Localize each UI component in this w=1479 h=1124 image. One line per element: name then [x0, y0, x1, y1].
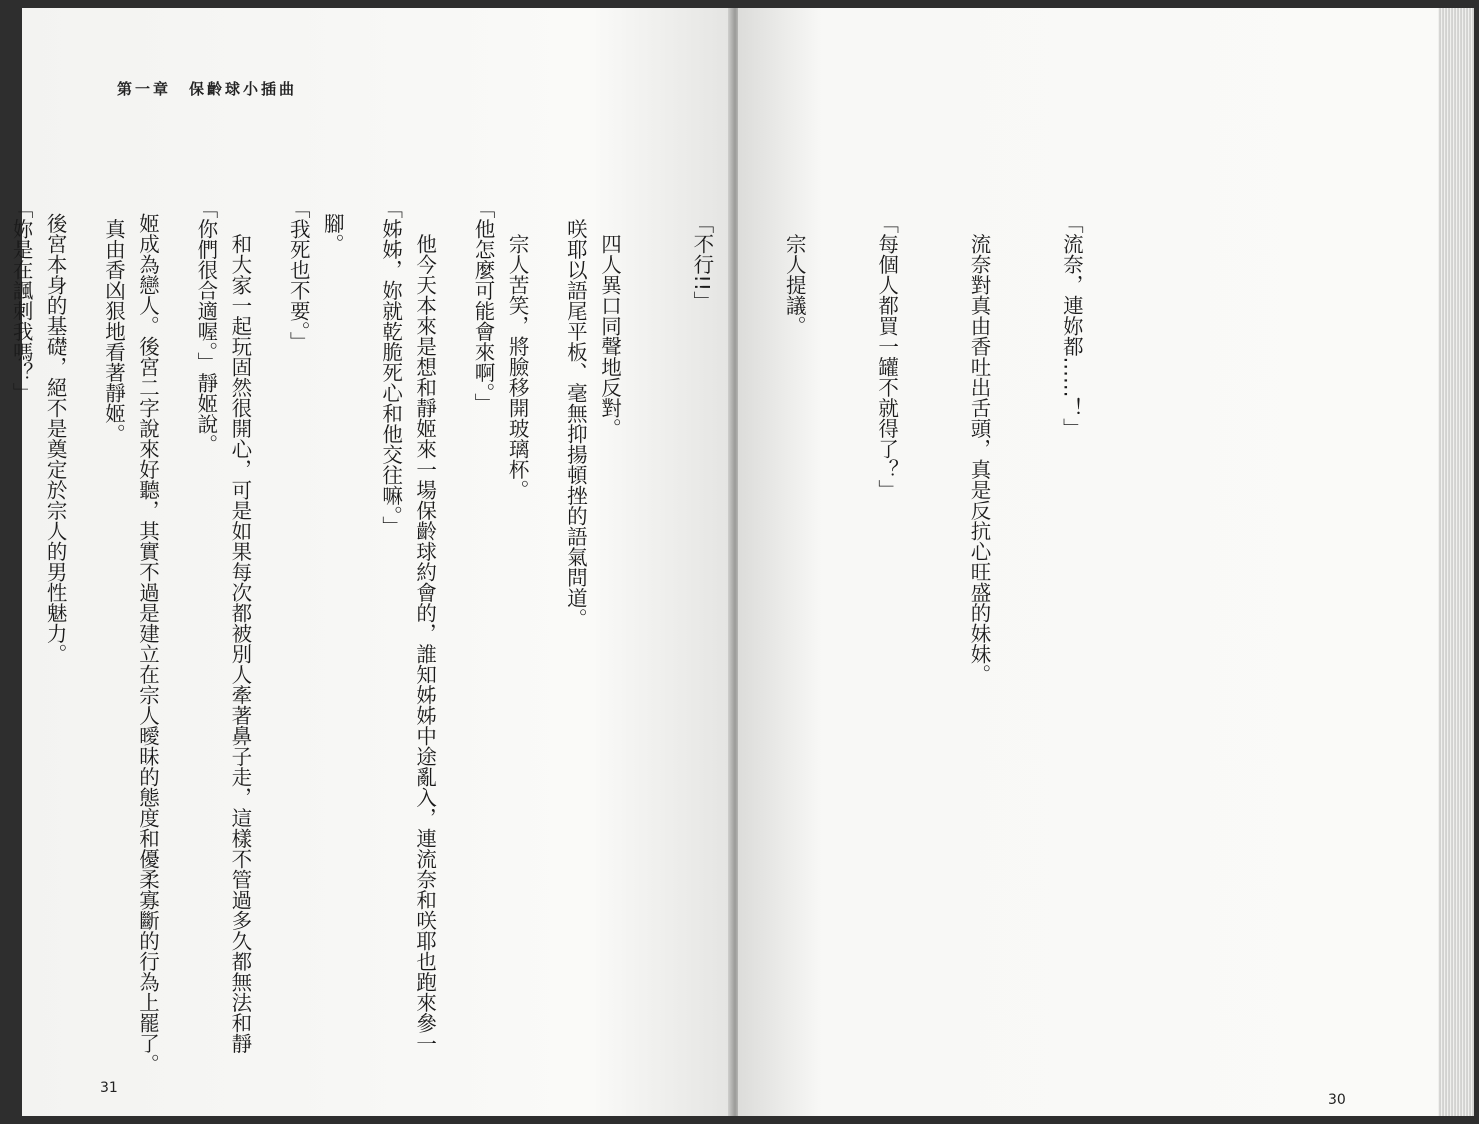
- text-line: 「他怎麼可能會來啊。」: [471, 198, 496, 414]
- text-line: 四人異口同聲地反對。: [597, 213, 622, 439]
- running-head: 第一章 保齡球小插曲: [117, 80, 298, 98]
- text-line: 宗人苦笑，將臉移開玻璃杯。: [505, 213, 530, 500]
- text-line: 腳。: [320, 213, 345, 254]
- text-line: 咲耶以語尾平板、毫無抑揚頓挫的語氣問道。: [563, 198, 588, 629]
- page-edges: [1438, 8, 1474, 1116]
- text-line: 「流奈，連妳都……！」: [1059, 213, 1084, 439]
- text-line: 姬成為戀人。後宮二字說來好聽，其實不過是建立在宗人曖昧的態度和優柔寡斷的行為上罷了。: [135, 213, 160, 1074]
- text-line: 「姊姊，妳就乾脆死心和他交往嘛。」: [378, 198, 403, 537]
- text-line: 「你們很合適喔。」靜姬說。: [193, 198, 218, 455]
- text-line: 後宮本身的基礎，絕不是奠定於宗人的男性魅力。: [43, 213, 68, 664]
- text-line: 真由香凶狠地看著靜姬。: [101, 198, 126, 444]
- right-page-text: [0, 213, 1148, 1093]
- text-line: 「不行!!」: [689, 213, 714, 312]
- text-line: 「每個人都買一罐不就得了？」: [874, 213, 899, 500]
- page-number: 31: [100, 1080, 118, 1096]
- text-line: 流奈對真由香吐出舌頭，真是反抗心旺盛的妹妹。: [967, 213, 992, 685]
- text-line: 宗人提議。: [782, 213, 807, 336]
- text-line: 他今天本來是想和靜姬來一場保齡球約會的，誰知姊姊中途亂入，連流奈和咲耶也跑來參一: [412, 213, 437, 1054]
- text-line: 「妳是在諷刺我嗎？」: [9, 198, 34, 403]
- text-line: 和大家一起玩固然很開心，可是如果每次都被別人牽著鼻子走，這樣不管過多久都無法和靜: [227, 213, 252, 1054]
- page-number: 30: [1328, 1092, 1346, 1108]
- text-line: 「我死也不要。」: [286, 198, 311, 352]
